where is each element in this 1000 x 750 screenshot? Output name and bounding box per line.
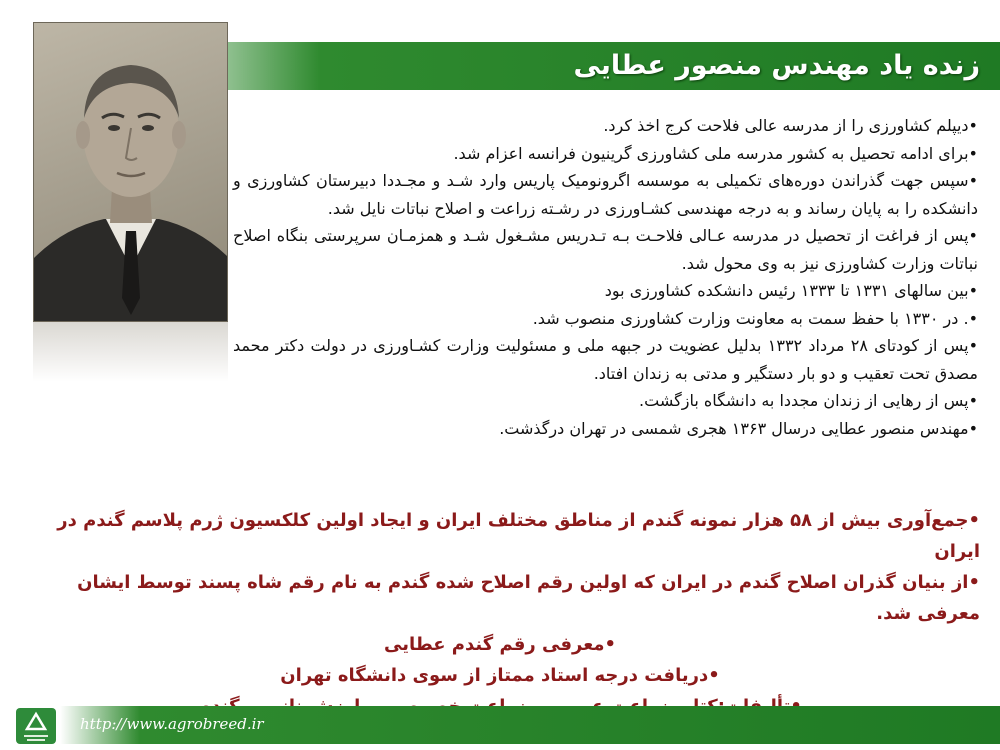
portrait-photo xyxy=(33,22,228,322)
bio-line: •پس از فراغت از تحصیل در مدرسه عـالی فلاحـت بـه تـدریس مشـغول شـد و همزمـان سرپرستی بنگاه اصلاح نباتات وزارت کشاورزی نیز به وی محول شد. xyxy=(233,226,978,273)
agrobreed-logo xyxy=(16,708,56,744)
achievement-item: •معرفی رقم گندم عطایی xyxy=(383,634,617,655)
bio-line: •پس از کودتای ۲۸ مرداد ۱۳۳۲ بدلیل عضویت در جبهه ملی و مسئولیت وزارت کشـاورزی در دولت دکتر محمد مصدق تحت تعقیب و دو بار دستگیر و مدتی به زندان افتاد. xyxy=(233,336,979,383)
recycle-icon xyxy=(16,708,56,744)
portrait-illustration xyxy=(34,23,228,322)
bio-line: •دیپلم کشاورزی را از مدرسه عالی فلاحت کرج اخذ کرد. xyxy=(603,116,978,135)
bio-line: •پس از رهایی از زندان مجددا به دانشگاه بازگشت. xyxy=(639,391,978,410)
bio-line: •بین سالهای ۱۳۳۱ تا ۱۳۳۳ رئیس دانشکده کشاورزی بود xyxy=(604,281,978,300)
bio-line: •سپس جهت گذراندن دوره‌های تکمیلی به موسسه اگرونومیک پاریس وارد شـد و مجـددا دبیرستان کشاورزی و دانشکده را به پایان رساند و به درجه مهندسی کشـاورزی در رشـته زراعت و اصلاح نباتات نایل شد. xyxy=(233,171,978,218)
bio-line: •. در ۱۳۳۰ با حفظ سمت به معاونت وزارت کشاورزی منصوب شد. xyxy=(532,308,978,328)
bio-line: •مهندس منصور عطایی درسال ۱۳۶۳ هجری شمسی در تهران درگذشت. xyxy=(499,418,978,438)
portrait-reflection xyxy=(33,322,228,382)
page-title: زنده یاد مهندس منصور عطایی xyxy=(573,50,980,81)
bio-line: •برای ادامه تحصیل به کشور مدرسه ملی کشاورزی گرینیون فرانسه اعزام شد. xyxy=(453,143,978,163)
achievement-item: •دریافت درجه استاد ممتاز از سوی دانشگاه تهران xyxy=(280,665,720,686)
achievement-item: •جمع‌آوری بیش از ۵۸ هزار نمونه گندم از مناطق مختلف ایران و ایجاد اولین کلکسیون ژرم پلاسم گندم در ایران xyxy=(57,510,980,562)
achievements-list xyxy=(20,505,980,722)
website-url[interactable]: http://www.agrobreed.ir xyxy=(80,715,264,733)
achievement-item: •از بنیان گذران اصلاح گندم در ایران که اولین رقم اصلاح شده گندم به نام رقم شاه پسند توسط ایشان معرفی شد. xyxy=(77,572,980,624)
biography-text xyxy=(233,112,978,442)
